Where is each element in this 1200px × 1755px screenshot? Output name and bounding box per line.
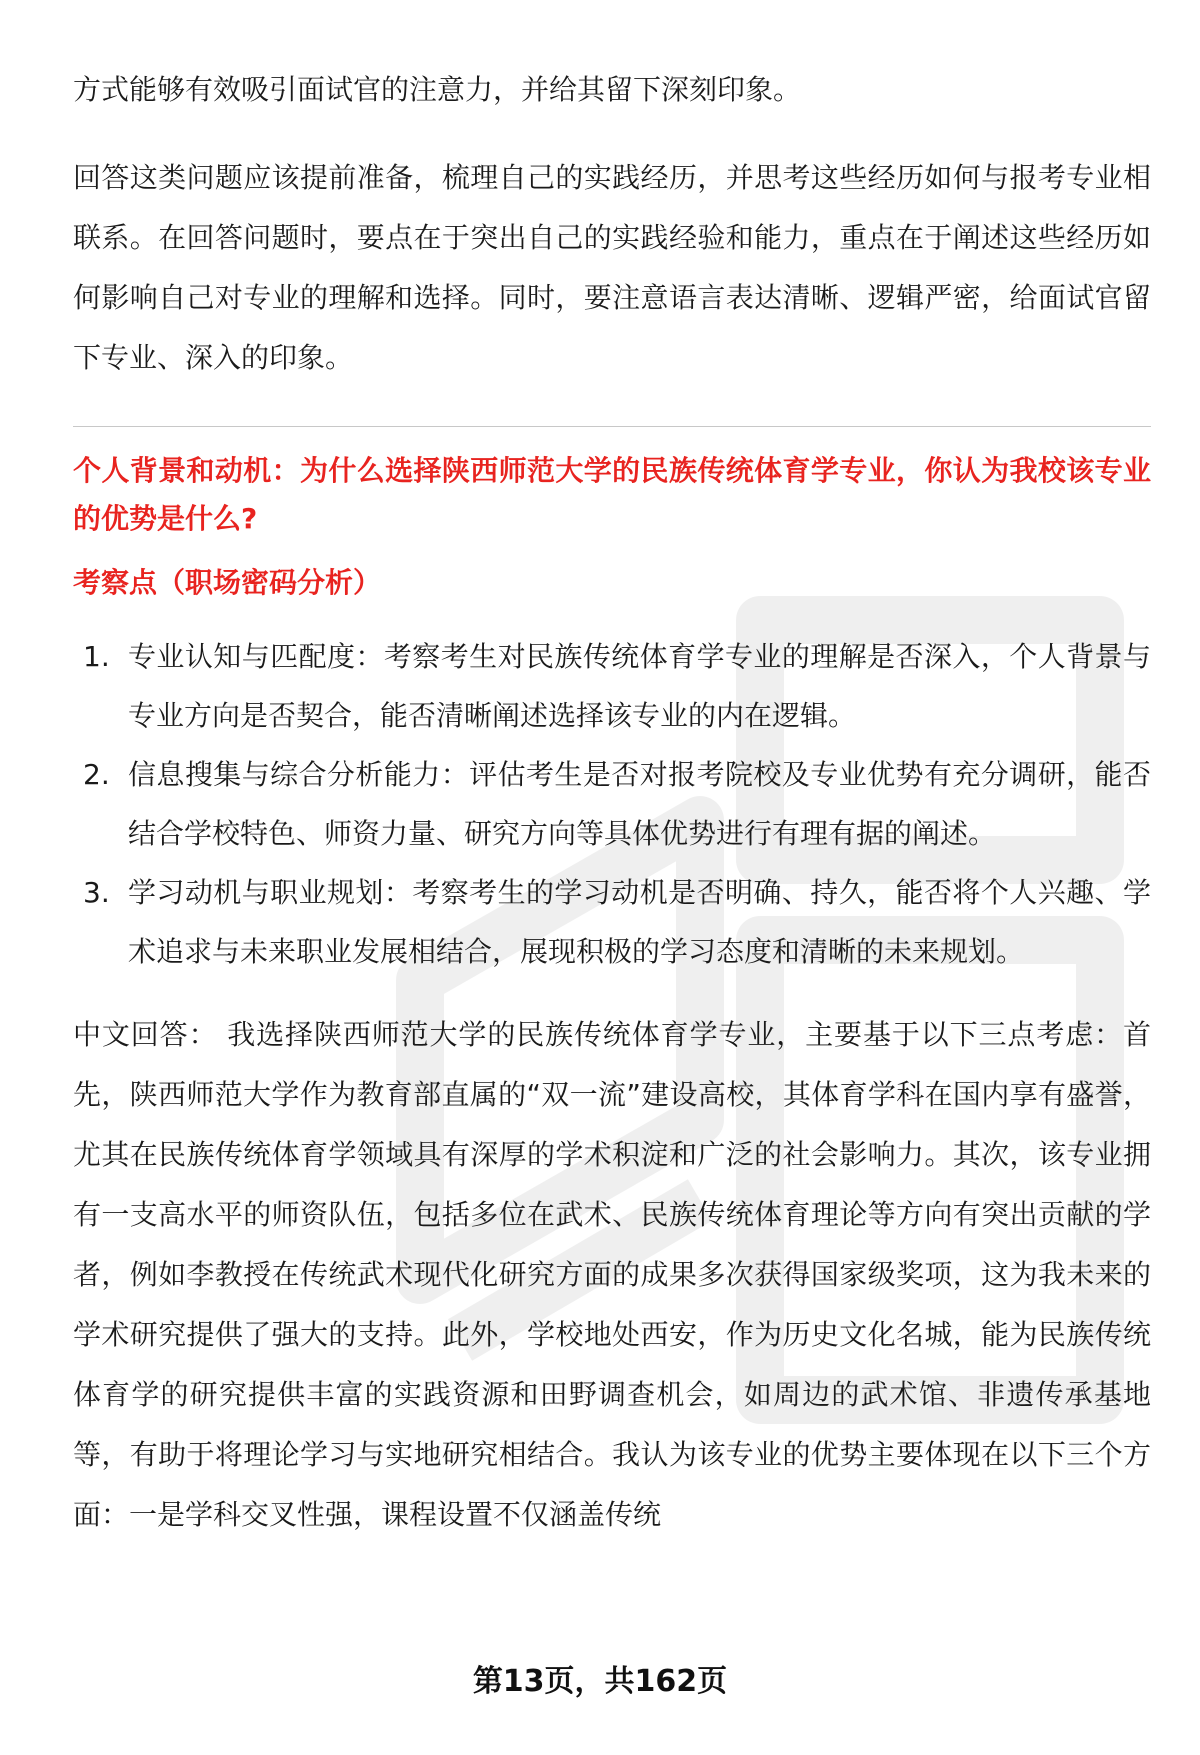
list-item-text: 专业认知与匹配度：考察考生对民族传统体育学专业的理解是否深入，个人背景与专业方向是否契合，能否清晰阐述选择该专业的内在逻辑。 (128, 640, 1151, 732)
list-item-text: 学习动机与职业规划：考察考生的学习动机是否明确、持久，能否将个人兴趣、学术追求与未来职业发展相结合，展现积极的学习态度和清晰的未来规划。 (128, 876, 1151, 968)
paragraph-answer-advice: 回答这类问题应该提前准备，梳理自己的实践经历，并思考这些经历如何与报考专业相联系。在回答问题时，要点在于突出自己的实践经验和能力，重点在于阐述这些经历如何影响自己对专业的理解和选择。同时，要注意语言表达清晰、逻辑严密，给面试官留下专业、深入的印象。 (73, 161, 1151, 374)
list-item (73, 745, 1151, 863)
analysis-list (73, 627, 1151, 981)
paragraph-intro-tail: 方式能够有效吸引面试官的注意力，并给其留下深刻印象。 (73, 73, 802, 106)
list-item-number: 2. (83, 758, 110, 791)
question-title: 个人背景和动机：为什么选择陕西师范大学的民族传统体育学专业，你认为我校该专业的优势是什么? (73, 454, 1151, 535)
list-item-text: 信息搜集与综合分析能力：评估考生是否对报考院校及专业优势有充分调研，能否结合学校特色、师资力量、研究方向等具体优势进行有理有据的阐述。 (128, 758, 1151, 850)
paragraph-chinese-answer: 中文回答： 我选择陕西师范大学的民族传统体育学专业，主要基于以下三点考虑：首先，陕西师范大学作为教育部直属的“双一流”建设高校，其体育学科在国内享有盛誉，尤其在民族传统体育学领域具有深厚的学术积淀和广泛的社会影响力。其次，该专业拥有一支高水平的师资队伍，包括多位在武术、民族传统体育理论等方向有突出贡献的学者，例如李教授在传统武术现代化研究方面的成果多次获得国家级奖项，这为我未来的学术研究提供了强大的支持。此外，学校地处西安，作为历史文化名城，能为民族传统体育学的研究提供丰富的实践资源和田野调查机会，如周边的武术馆、非遗传承基地等，有助于将理论学习与实地研究相结合。我认为该专业的优势主要体现在以下三个方面：一是学科交叉性强，课程设置不仅涵盖传统 (73, 1018, 1151, 1531)
list-item (73, 627, 1151, 745)
list-item-number: 3. (83, 876, 110, 909)
page-content (73, 60, 1151, 1545)
analysis-heading: 考察点（职场密码分析） (73, 566, 382, 599)
list-item-number: 1. (83, 640, 110, 673)
page-number-footer: 第13页，共162页 (472, 1664, 728, 1699)
list-item (73, 863, 1151, 981)
